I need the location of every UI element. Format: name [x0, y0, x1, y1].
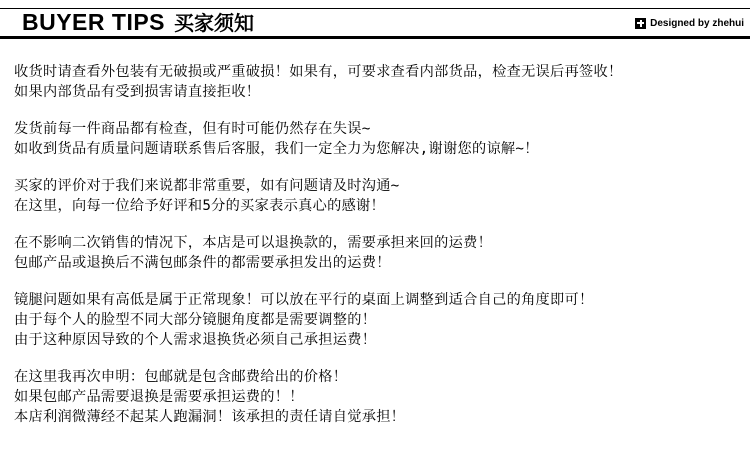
tips-content [14, 62, 744, 444]
tip-paragraph-returns [14, 233, 744, 273]
tip-line: 本店利润微薄经不起某人跑漏洞！该承担的责任请自觉承担！ [14, 409, 406, 425]
tip-paragraph-temples [14, 290, 744, 350]
tip-paragraph-quality [14, 119, 744, 159]
tip-line: 如收到货品有质量问题请联系售后客服，我们一定全力为您解决,谢谢您的谅解~！ [14, 141, 539, 157]
title-chinese: 买家须知 [174, 11, 254, 35]
tip-line: 在这里，向每一位给予好评和5分的买家表示真心的感谢！ [14, 198, 386, 214]
tip-line: 包邮产品或退换后不满包邮条件的都需要承担发出的运费！ [14, 255, 391, 271]
tip-line: 买家的评价对于我们来说都非常重要，如有问题请及时沟通~ [14, 178, 400, 194]
tip-line: 在这里我再次申明：包邮就是包含邮费给出的价格！ [14, 369, 348, 385]
header-rule [0, 36, 750, 39]
tip-line: 镜腿问题如果有高低是属于正常现象！可以放在平行的桌面上调整到适合自己的角度即可！ [14, 292, 594, 308]
tip-line: 如果内部货品有受到损害请直接拒收！ [14, 84, 261, 100]
tip-line: 由于每个人的脸型不同大部分镜腿角度都是需要调整的！ [14, 312, 377, 328]
tip-line: 收货时请查看外包装有无破损或严重破损！如果有，可要求查看内部货品，检查无误后再签收！ [14, 64, 623, 80]
tip-paragraph-inspection [14, 62, 744, 102]
title-english: BUYER TIPS [22, 9, 166, 35]
tip-paragraph-shipping [14, 367, 744, 427]
credit-text: Designed by zhehui [650, 17, 744, 29]
cross-icon [635, 18, 646, 29]
tip-line: 发货前每一件商品都有检查，但有时可能仍然存在失误~ [14, 121, 371, 137]
designer-credit [635, 16, 744, 30]
tip-line: 如果包邮产品需要退换是需要承担运费的！！ [14, 389, 304, 405]
tip-line: 在不影响二次销售的情况下，本店是可以退换款的，需要承担来回的运费！ [14, 235, 493, 251]
header [0, 0, 750, 40]
tip-line: 由于这种原因导致的个人需求退换货必须自己承担运费！ [14, 332, 377, 348]
tip-paragraph-reviews [14, 176, 744, 216]
